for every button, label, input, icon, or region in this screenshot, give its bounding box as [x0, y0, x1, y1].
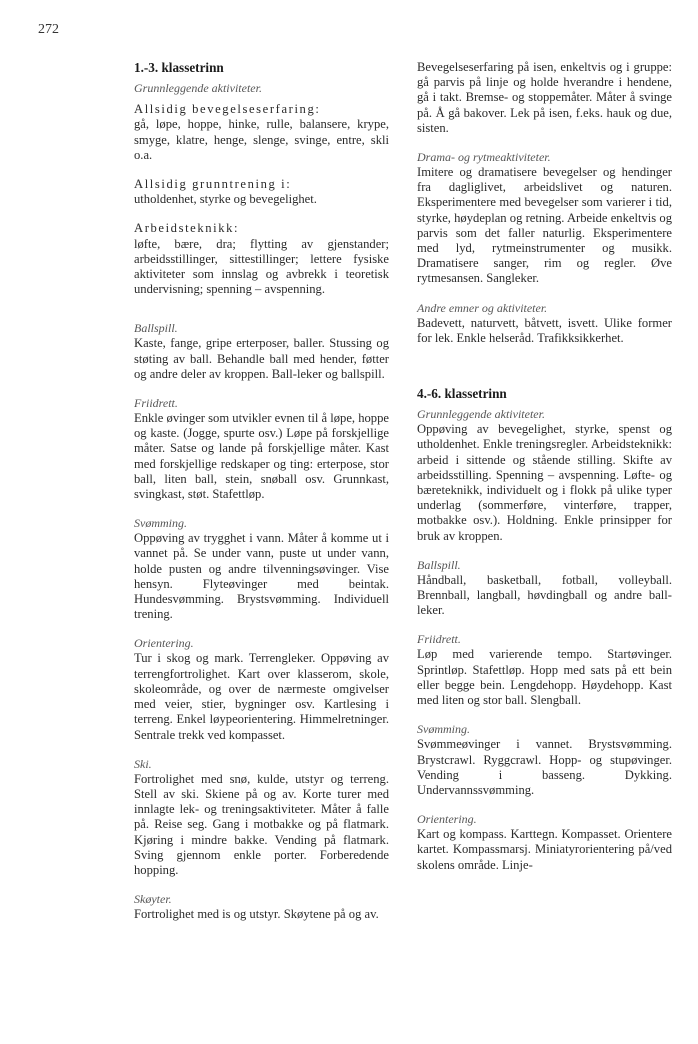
section-friidrett-4-6: [417, 632, 672, 708]
group-text: utholdenhet, styrke og bevegelighet.: [134, 192, 317, 207]
section-drama: [417, 150, 672, 287]
section-text: Oppøving av trygghet i vann. Måter å komme ut i vannet på. Se under vann, puste ut under vann, holde pusten og andre tilvenningsøvinger. Vise hensyn. Flyteøvinger med beintak. Hundesvømming. Brystsvømming. Individuell trening.: [134, 531, 389, 622]
section-text: Kaste, fange, gripe erterposer, baller. Stussing og støting av ball. Behandle ball med hender, føtter og andre deler av kroppen. Ball-leker og ballspill.: [134, 336, 389, 381]
section-title: Skøyter.: [134, 892, 172, 907]
continuation-text: Bevegelseserfaring på isen, enkeltvis og i gruppe: gå parvis på linje og holde hverandre i hendene, gå i takt. Bremse- og stoppemåter. Måter å svinge på. Å gå bakover. Lek på isen, f.eks. hauk og due, sisten.: [417, 60, 672, 135]
section-title: Svømming.: [417, 722, 470, 737]
section-title-grunnleggende: Grunnleggende aktiviteter.: [134, 81, 262, 96]
section-grunnleggende-4-6: [417, 407, 672, 544]
section-title: Friidrett.: [417, 632, 461, 647]
section-title: Drama- og rytmeaktiviteter.: [417, 150, 551, 165]
section-svomming-4-6: [417, 722, 672, 798]
section-ballspill-4-6: [417, 558, 672, 619]
section-title: Orientering.: [134, 636, 194, 651]
section-text: Svømmeøvinger i vannet. Brystsvømming. Brystcrawl. Ryggcrawl. Hopp- og stupøvinger. Vending i basseng. Dykking. Undervannssvømming.: [417, 737, 672, 797]
section-text: Kart og kompass. Karttegn. Kompasset. Orientere kartet. Kompassmarsj. Miniatyrorientering på/ved skolens område. Linje-: [417, 827, 672, 872]
section-text: Imitere og dramatisere bevegelser og hendinger fra dagliglivet, arbeidslivet og naturen. Eksperimentere med bevegelser som varierer i tid, styrke, høydeplan og retning. Arbeide enkeltvis og parvis som det faller naturlig. Eksperimentere med lyd, rytmeinstrumenter og musikk. Dramatisere sanger, rim og regler. Øve rytmesansen. Sangleker.: [417, 165, 672, 286]
grade-heading-4-6: 4.-6. klassetrinn: [417, 386, 507, 402]
section-title: Ballspill.: [417, 557, 461, 572]
section-text: Enkle øvinger som utvikler evnen til å løpe, hoppe og kaste. (Jogge, spurte osv.) Løpe på forskjellige måter. Satse og lande på forskjellige måter. Kast med forskjellige redskaper og ting: erterpose, stor ball, liten ball, stein, snøball osv. Grunnkast, svingkast, støt. Stafettløp.: [134, 411, 389, 502]
group-grunntrening: [134, 177, 389, 207]
section-ballspill: [134, 321, 389, 382]
group-bevegelseserfaring: [134, 102, 389, 163]
section-text: Håndball, basketball, fotball, volleyball. Brennball, langball, høvdingball og andre ball-leker.: [417, 572, 672, 618]
group-text: løfte, bære, dra; flytting av gjenstander; arbeidsstillinger, sittestillinger; lettere fysiske aktiviteter som innslag og avbrekk i teoretisk undervisning; spenning – avspenning.: [134, 236, 389, 297]
section-title: Grunnleggende aktiviteter.: [417, 407, 545, 422]
section-text: Tur i skog og mark. Terrengleker. Oppøving av terrengfortrolighet. Kart over klasserom, skole, skoleområde, og over de nærmeste omgivelser med veier, stier, bygninger osv. Kartlesing i terreng. Enkel løypeorientering. Himmelretninger. Sentrale trekk ved kompasset.: [134, 651, 389, 742]
group-head: Arbeidsteknikk:: [134, 221, 240, 236]
right-column: [417, 60, 672, 887]
group-head: Allsidig bevegelseserfaring:: [134, 102, 321, 117]
section-text: Løp med varierende tempo. Startøvinger. Sprintløp. Stafettløp. Hopp med sats på ett bein eller begge bein. Lengdehopp. Høydehopp. Kast med liten og stor ball. Slengball.: [417, 647, 672, 708]
left-column: [134, 60, 389, 936]
section-svomming: [134, 516, 389, 622]
section-title: Ski.: [134, 756, 152, 771]
section-title: Svømming.: [134, 516, 187, 531]
section-text: Fortrolighet med snø, kulde, utstyr og terreng. Stell av ski. Skiene på og av. Korte turer med innlagte lek- og treningsaktiviteter. Måter å falle på. Reise seg. Gang i motbakke og på flatmark. Kjøring i mindre bakke. Vending på flatmark. Sving gjennom enkle porter. Forberedende hopping.: [134, 771, 389, 877]
section-title: Friidrett.: [134, 396, 178, 411]
page-number: 272: [38, 22, 59, 37]
section-title: Andre emner og aktiviteter.: [417, 300, 548, 315]
group-arbeidsteknikk: [134, 221, 389, 297]
section-ski: [134, 757, 389, 878]
section-skoyter: [134, 892, 389, 922]
section-friidrett: [134, 396, 389, 502]
group-head: Allsidig grunntrening i:: [134, 177, 292, 192]
section-skoyter-continued: [417, 60, 672, 136]
section-orientering-4-6: [417, 812, 672, 873]
section-title: Orientering.: [417, 812, 477, 827]
group-text: gå, løpe, hoppe, hinke, rulle, balansere, krype, smyge, klatre, henge, slenge, svinge, entre, skli o.a.: [134, 117, 389, 162]
section-andre-emner: [417, 301, 672, 346]
grade-heading-1-3: 1.-3. klassetrinn: [134, 60, 224, 75]
section-text: Oppøving av bevegelighet, styrke, spenst og utholdenhet. Enkle treningsregler. Arbeidsteknikk: arbeid i sittende og stående stilling. Skifte av arbeidsstilling. Spenning – avspenning. Løfte- og bæreteknikk, individuelt og i flokk på ulike typer underlag (sommerføre, vinterføre, trapper, motbakke osv.). Holdning. Enkle prinsipper for bruk av kroppen.: [417, 422, 672, 543]
section-orientering: [134, 636, 389, 742]
section-title: Ballspill.: [134, 321, 178, 336]
section-text: Fortrolighet med is og utstyr. Skøytene på og av.: [134, 907, 379, 922]
section-text: Badevett, naturvett, båtvett, isvett. Ulike former for lek. Enkle helseråd. Trafikksikkerhet.: [417, 315, 672, 345]
